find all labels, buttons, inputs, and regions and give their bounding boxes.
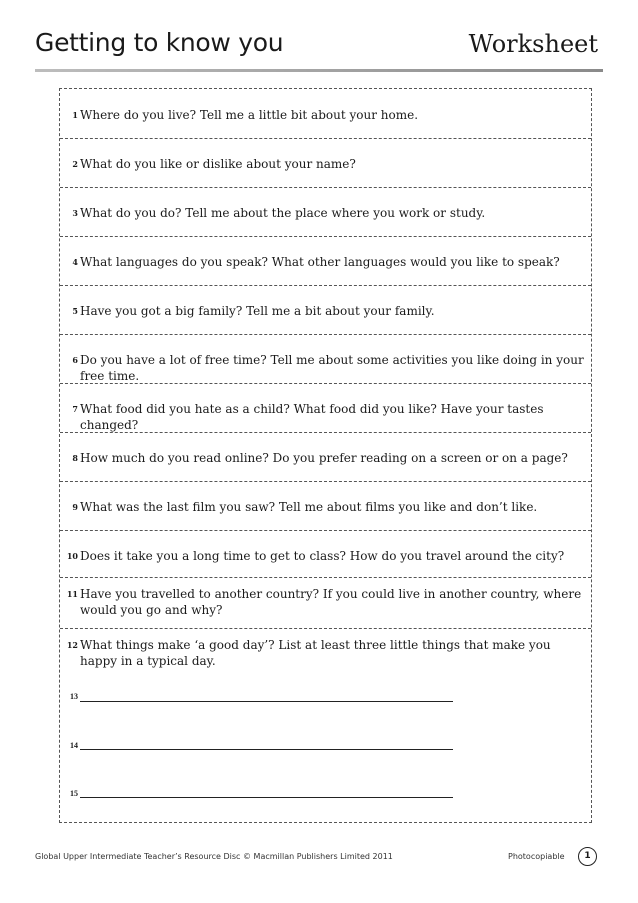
- question-text: Where do you live? Tell me a little bit about your home.: [80, 108, 419, 122]
- question-number: 9: [72, 502, 78, 512]
- question-text: Have you got a big family? Tell me a bit about your family.: [80, 304, 435, 318]
- worksheet-title: Getting to know you: [35, 28, 284, 57]
- question-number: 3: [72, 208, 78, 218]
- question-row: [60, 432, 591, 482]
- answer-line[interactable]: [80, 690, 453, 702]
- answer-row: [60, 778, 591, 824]
- question-text: Have you travelled to another country? If you could live in another country, where would you go and why?: [80, 587, 582, 617]
- question-row: [60, 138, 591, 188]
- question-text: What things make ‘a good day’? List at least three little things that make you happy in a typical day.: [80, 638, 551, 668]
- question-row: [60, 334, 591, 384]
- answer-line[interactable]: [80, 738, 453, 750]
- question-text: What languages do you speak? What other languages would you like to speak?: [80, 255, 560, 269]
- question-row: [60, 236, 591, 286]
- question-text: What do you like or dislike about your name?: [80, 157, 356, 171]
- question-number: 6: [72, 355, 78, 365]
- question-row: [60, 577, 591, 629]
- footer-credit: Global Upper Intermediate Teacher’s Resource Disc © Macmillan Publishers Limited 2011: [35, 852, 393, 861]
- question-number: 15: [70, 789, 78, 798]
- question-row: [60, 481, 591, 531]
- answer-row: [60, 682, 591, 730]
- question-text: What do you do? Tell me about the place where you work or study.: [80, 206, 486, 220]
- question-number: 10: [66, 551, 78, 561]
- question-number: 2: [72, 159, 78, 169]
- question-number: 14: [70, 741, 78, 750]
- question-number: 13: [70, 692, 78, 701]
- question-text: What was the last film you saw? Tell me about films you like and don’t like.: [80, 500, 538, 514]
- question-number: 8: [72, 453, 78, 463]
- question-number: 11: [66, 589, 78, 599]
- question-text: Does it take you a long time to get to class? How do you travel around the city?: [80, 549, 565, 563]
- answer-row: [60, 730, 591, 778]
- answer-line[interactable]: [80, 786, 453, 798]
- question-text: Do you have a lot of free time? Tell me about some activities you like doing in your free time.: [80, 353, 584, 383]
- question-row: [60, 628, 591, 683]
- question-number: 7: [72, 404, 78, 414]
- photocopiable-label: Photocopiable: [508, 852, 565, 861]
- questions-box: [59, 88, 592, 823]
- question-number: 12: [66, 640, 78, 650]
- question-text: What food did you hate as a child? What food did you like? Have your tastes changed?: [80, 402, 544, 432]
- question-row: [60, 187, 591, 237]
- page-number: 1: [578, 847, 597, 866]
- question-text: How much do you read online? Do you prefer reading on a screen or on a page?: [80, 451, 568, 465]
- question-number: 4: [72, 257, 78, 267]
- question-row: [60, 383, 591, 433]
- question-row: [60, 285, 591, 335]
- question-number: 1: [72, 110, 78, 120]
- header-rule: [35, 69, 603, 72]
- worksheet-label: Worksheet: [468, 30, 598, 58]
- question-row: [60, 530, 591, 578]
- question-row: [60, 89, 591, 138]
- question-number: 5: [72, 306, 78, 316]
